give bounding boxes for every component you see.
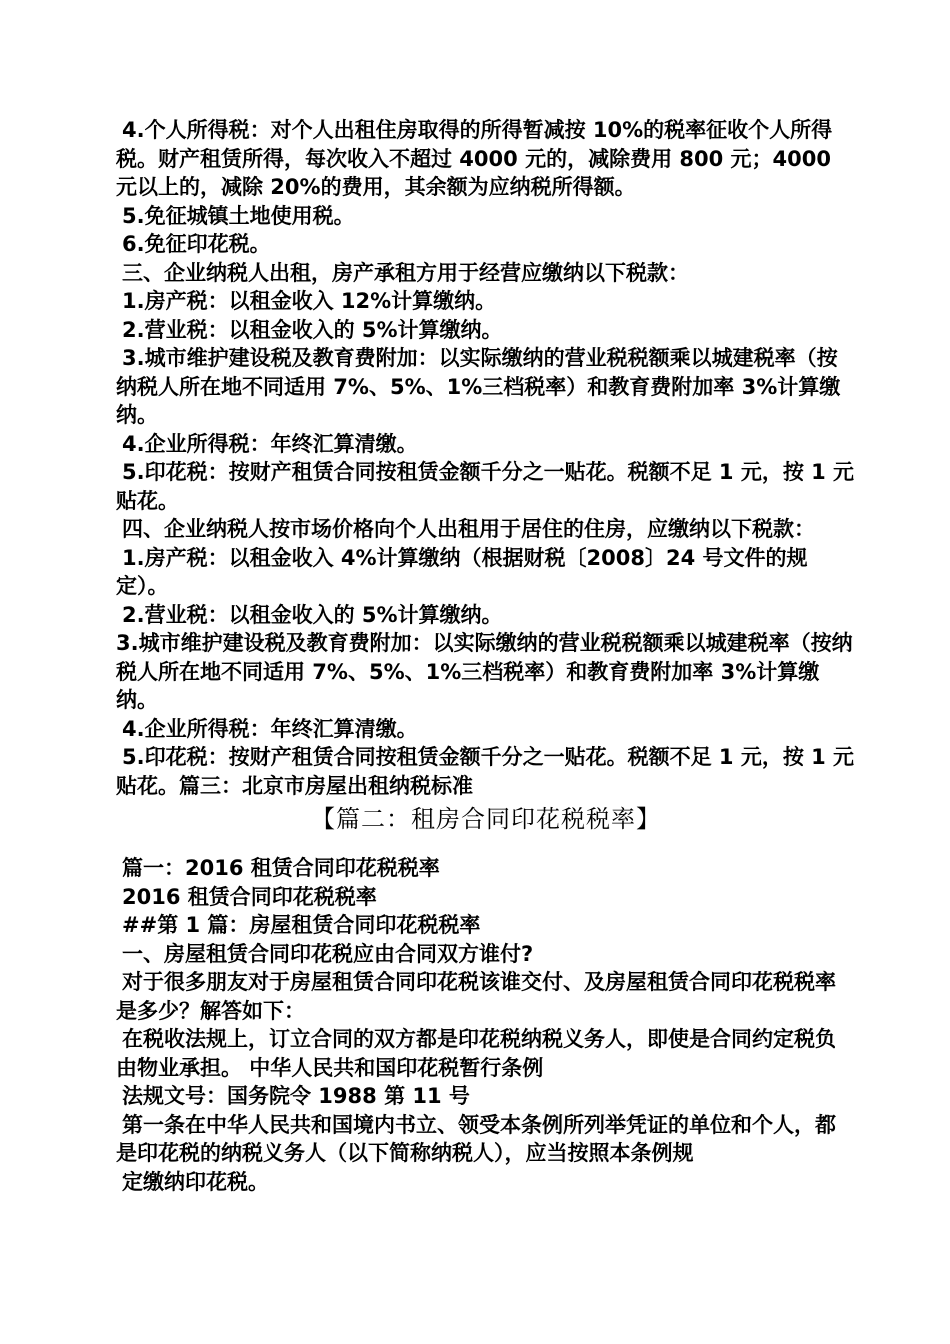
section-heading: 【篇二：租房合同印花税税率】 <box>311 805 661 833</box>
paragraph-regulation-number: 法规文号：国务院令 1988 第 11 号 <box>122 1084 470 1108</box>
paragraph-personal-income-tax: 4.个人所得税：对个人出租住房取得的所得暂减按 10%的税率征收个人所得税。财产租赁所得，每次收入不超过 4000 元的，减除费用 800 元；4000 元以上的，减除 20%的费用，其余额为应纳税所得额。 <box>116 118 833 199</box>
paragraph-business-tax: 2.营业税：以租金收入的 5%计算缴纳。 <box>122 317 503 342</box>
paragraph-stamp-tax-2: 5.印花税：按财产租赁合同按租赁金额千分之一贴花。税额不足 1 元，按 1 元贴花。篇三：北京市房屋出租纳税标准 <box>116 745 855 798</box>
document-body <box>116 116 856 1196</box>
section-spacer <box>116 836 856 854</box>
article-section-label: ##第 1 篇：房屋租赁合同印花税税率 <box>122 913 481 937</box>
paragraph-stamp-tax-exempt: 6.免征印花税。 <box>122 232 271 256</box>
paragraph-corporate-income-tax-2: 4.企业所得税：年终汇算清缴。 <box>122 716 418 741</box>
question-heading: 一、房屋租赁合同印花税应由合同双方谁付? <box>122 941 534 966</box>
paragraph-urban-construction-tax: 3.城市维护建设税及教育费附加：以实际缴纳的营业税税额乘以城建税率（按纳税人所在地不同适用 7%、5%、1%三档税率）和教育费附加率 3%计算缴纳。 <box>116 346 841 427</box>
article-subtitle: 2016 租赁合同印花税税率 <box>122 884 377 909</box>
paragraph-question-intro: 对于很多朋友对于房屋租赁合同印花税该谁交付、及房屋租赁合同印花税税率是多少？解答如下： <box>116 970 836 1023</box>
paragraph-business-tax-2: 2.营业税：以租金收入的 5%计算缴纳。 <box>122 602 503 627</box>
paragraph-property-tax-4pct: 1.房产税：以租金收入 4%计算缴纳（根据财税〔2008〕24 号文件的规定）。 <box>116 545 808 598</box>
article-title: 篇一：2016 租赁合同印花税税率 <box>122 856 440 880</box>
paragraph-corporate-income-tax: 4.企业所得税：年终汇算清缴。 <box>122 431 418 456</box>
paragraph-tax-obligation: 在税收法规上，订立合同的双方都是印花税纳税义务人，即使是合同约定税负由物业承担。 中华人民共和国印花税暂行条例 <box>116 1027 836 1080</box>
paragraph-stamp-tax: 5.印花税：按财产租赁合同按租赁金额千分之一贴花。税额不足 1 元，按 1 元贴花。 <box>116 460 855 513</box>
paragraph-article-one: 第一条在中华人民共和国境内书立、领受本条例所列举凭证的单位和个人，都是印花税的纳税义务人（以下简称纳税人），应当按照本条例规 <box>116 1112 836 1165</box>
paragraph-property-tax: 1.房产税：以租金收入 12%计算缴纳。 <box>122 289 497 313</box>
heading-enterprise-rental: 三、企业纳税人出租，房产承租方用于经营应缴纳以下税款： <box>122 260 689 285</box>
paragraph-urban-construction-tax-2: 3.城市维护建设税及教育费附加：以实际缴纳的营业税税额乘以城建税率（按纳税人所在地不同适用 7%、5%、1%三档税率）和教育费附加率 3%计算缴纳。 <box>116 631 853 712</box>
heading-enterprise-residential-rental: 四、企业纳税人按市场价格向个人出租用于居住的住房，应缴纳以下税款： <box>122 517 815 541</box>
paragraph-article-one-end: 定缴纳印花税。 <box>122 1169 269 1194</box>
paragraph-land-use-tax: 5.免征城镇土地使用税。 <box>122 203 355 228</box>
